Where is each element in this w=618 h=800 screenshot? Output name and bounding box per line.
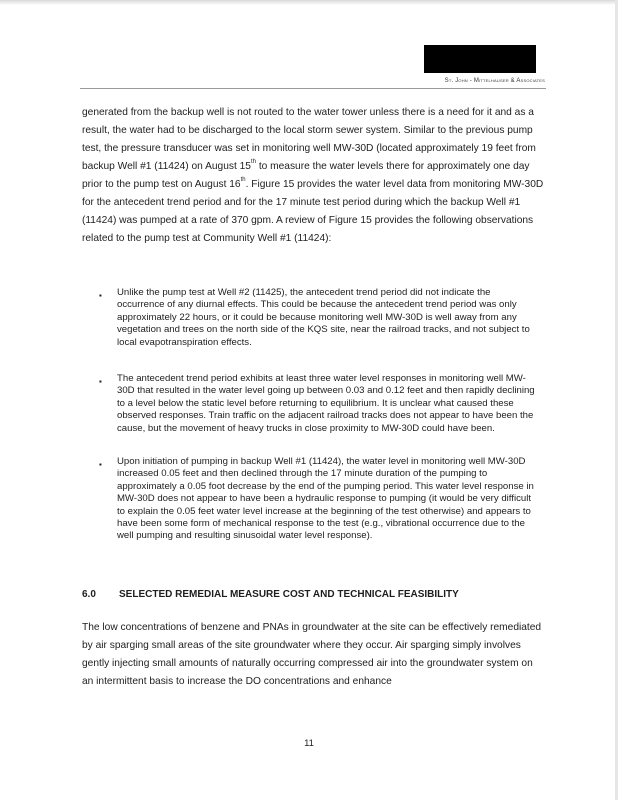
bullet-marker: ▪: [99, 460, 102, 469]
bullet-marker: ▪: [99, 377, 102, 386]
bullet-marker: ▪: [99, 291, 102, 300]
closing-paragraph: The low concentrations of benzene and PNAs in groundwater at the site can be effectively remediated by air sparging small areas of the site groundwater where they occur. Air sparging simply involves gently injecting small amounts of naturally occurring compressed air into the groundwater system on an intermittent basis to increase the DO concentrations and enhance: [82, 622, 542, 687]
intro-paragraph: [82, 104, 544, 248]
intro-text-1: generated from the backup well is not routed to the water tower unless there is a need for it and as a result, the water had to be discharged to the local storm sewer system. Similar to the previous pump test, the pressure transducer was set in monitoring well MW-30D (located approximately 19 feet from backup Well #1 (11424) on August 15: [82, 107, 536, 172]
intro-text-3: . Figure 15 provides the water level data from monitoring MW-30D for the antecedent trend period and for the 17 minute test period during which the backup Well #1 (11424) was pumped at a rate of 370 gpm. A review of Figure 15 provides the following observations related to the pump test at Community Well #1 (11424):: [82, 179, 544, 244]
bullet-item-2: The antecedent trend period exhibits at least three water level responses in monitoring well MW-30D that resulted in the water level going up between 0.03 and 0.12 feet and then rapidly declining to a level below the static level before returning to equilibrium. It is unclear what caused these observed responses. Train traffic on the adjacent railroad tracks does not appear to have been the cause, but the movement of heavy trucks in close proximity to MW-30D could have been.: [117, 373, 535, 434]
header-rule: [80, 88, 546, 89]
page-number: 11: [304, 738, 314, 749]
ordinal-suffix: th: [250, 159, 256, 165]
header-firm-name: St. John - Mittelhauser & Associates: [444, 78, 545, 84]
section-number: 6.0: [82, 589, 96, 600]
redaction-block: [424, 45, 536, 73]
intro-text-2: to measure the water levels there for approximately one day prior to the pump test on August 16: [82, 161, 530, 190]
section-title: SELECTED REMEDIAL MEASURE COST AND TECHNICAL FEASIBILITY: [119, 589, 459, 600]
bullet-item-1: Unlike the pump test at Well #2 (11425), the antecedent trend period did not indicate the occurrence of any diurnal effects. This could be because the antecedent trend period was only approximately 22 hours, or it could be because monitoring well MW-30D is well away from any vegetation and trees on the north side of the KQS site, near the railroad tracks, and not subject to local evapotranspiration effects.: [117, 287, 530, 348]
bullet-item-3: Upon initiation of pumping in backup Well #1 (11424), the water level in monitoring well MW-30D increased 0.05 feet and then declined through the 17 minute duration of the pumping to approximately a 0.05 foot decrease by the end of the pumping period. This water level response in MW-30D does not appear to have been a hydraulic response to pumping (it would be very difficult to explain the 0.05 feet water level increase at the beginning of the test otherwise) and appears to have been some form of mechanical response to the test (e.g., vibrational occurrence due to the well pumping and resulting sinusoidal water level response).: [117, 456, 534, 542]
section-heading: [82, 589, 459, 600]
ordinal-suffix: th: [240, 177, 246, 183]
scan-edge-top: [0, 0, 618, 5]
